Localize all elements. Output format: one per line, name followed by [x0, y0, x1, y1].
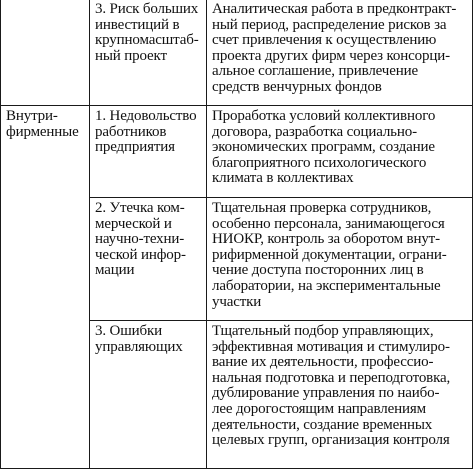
risk-cell [90, 321, 207, 469]
category-cell [1, 0, 90, 106]
measure-text: Проработка условий коллективного договора, разработка социально- экономических программ, создание благоприятного психологического климата в коллективах [212, 108, 436, 187]
measure-text: Тщательный подбор управляющих, эффективная мотивация и стимулиро- вание их деятельности, профессио- нальная подготовка и переподготовка, дублирование управления по наибо- лее дорогостоящим направлениям деятельности, создание временных целевых групп, организация контроля [212, 323, 451, 449]
category-label: Внутри- фирменные [6, 108, 79, 140]
table-row [1, 0, 473, 106]
risk-label: 1. Недовольство работников предприятия [95, 108, 197, 156]
measure-cell [207, 0, 473, 106]
risk-label: 2. Утечка ком- мерческой и научно-техни- ческой инфор- мации [95, 200, 186, 279]
risk-label: 3. Риск больших инвестиций в крупномасштаб- ный проект [95, 1, 199, 64]
category-cell [1, 106, 90, 198]
risk-label: 3. Ошибки управляющих [95, 323, 183, 355]
category-cell [1, 198, 90, 321]
measure-text: Аналитическая работа в предконтракт- ный период, распределение рисков за счет привлечения к осуществлению проекта других фирм через консорци- альное соглашение, привлечение средств венчурных фондов [212, 1, 457, 95]
risk-cell [90, 0, 207, 106]
risk-cell [90, 198, 207, 321]
measure-cell [207, 106, 473, 198]
category-cell [1, 321, 90, 469]
table-row [1, 198, 473, 321]
table-row [1, 321, 473, 469]
measure-cell [207, 321, 473, 469]
table-row [1, 106, 473, 198]
risk-cell [90, 106, 207, 198]
measure-text: Тщательная проверка сотрудников, особенно персонала, занимающегося НИОКР, контроль за оборотом внут- рифирменной документации, ограни- чение доступа посторонних лиц в лаборатории, на экспериментальные участки [212, 200, 447, 310]
measure-cell [207, 198, 473, 321]
